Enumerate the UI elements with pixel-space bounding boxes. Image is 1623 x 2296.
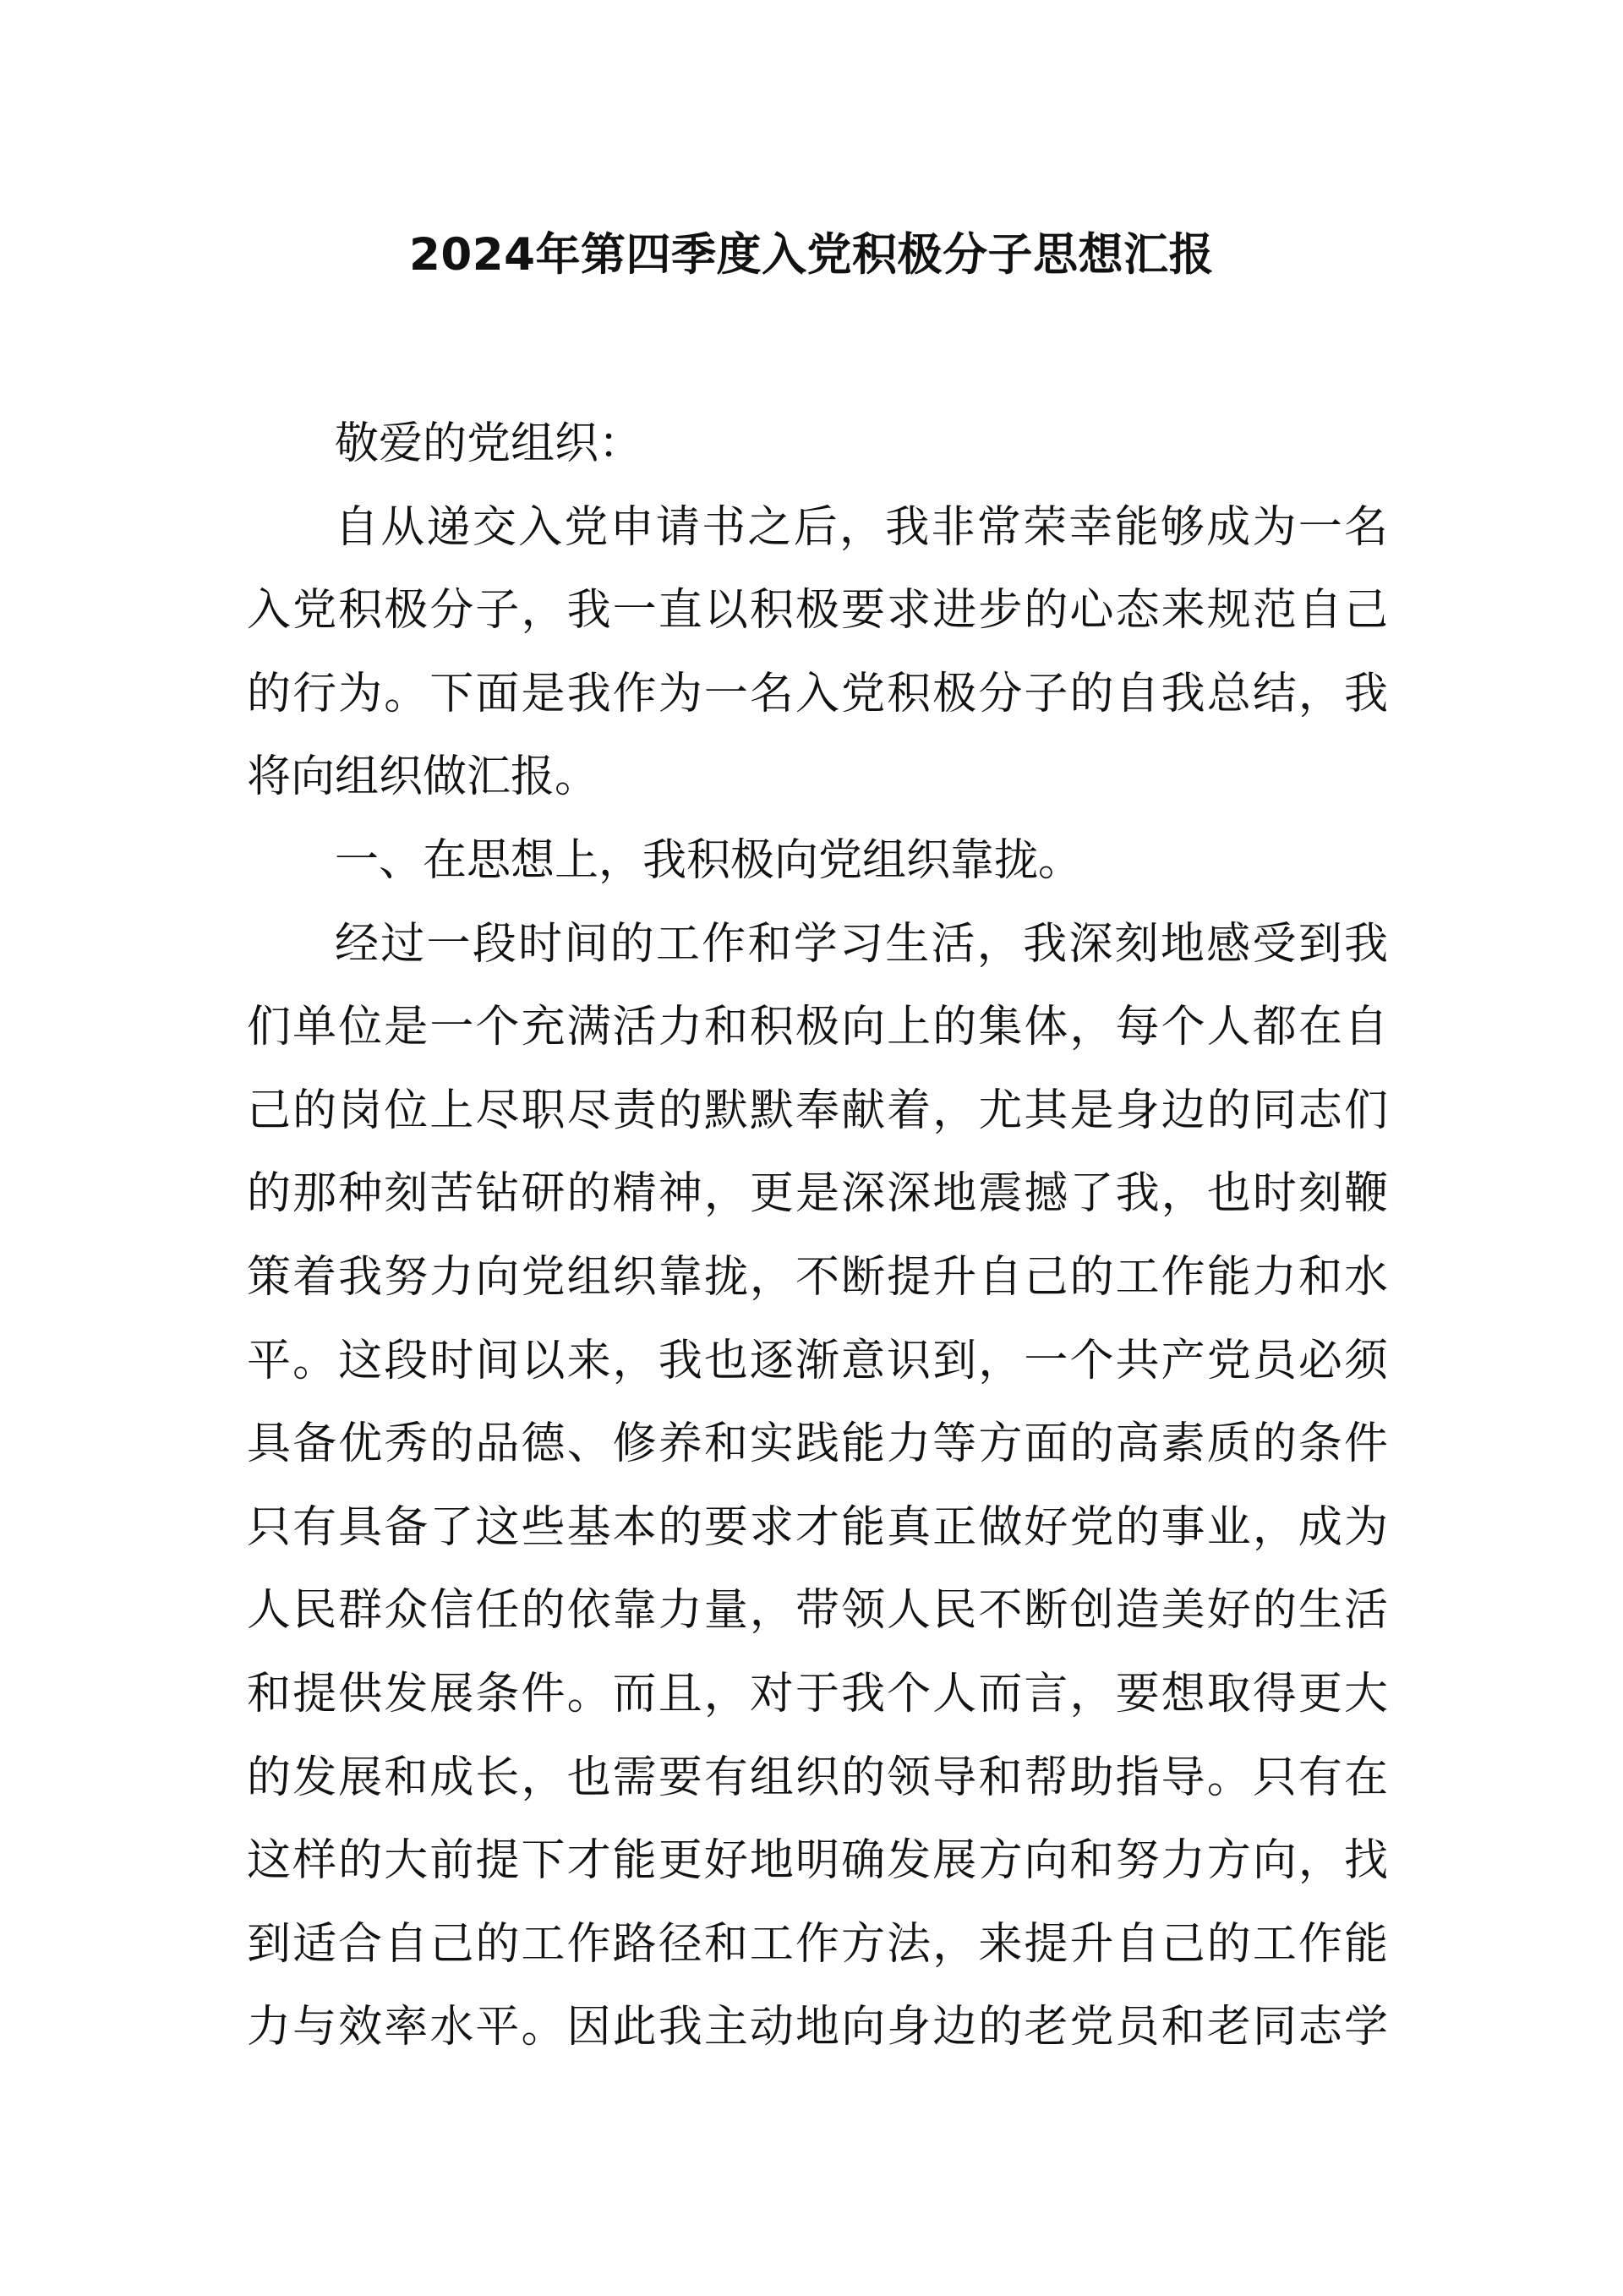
paragraph-line: 这样的大前提下才能更好地明确发展方向和努力方向，找 — [247, 1835, 1388, 1887]
paragraph-line: 只有具备了这些基本的要求才能真正做好党的事业，成为 — [247, 1501, 1388, 1553]
paragraph-line: 人民群众信任的依靠力量，带领人民不断创造美好的生活 — [247, 1585, 1388, 1637]
paragraph-line: 经过一段时间的工作和学习生活，我深刻地感受到我 — [335, 918, 1388, 970]
document-title: 2024年第四季度入党积极分子思想汇报 — [408, 229, 1214, 281]
paragraph-line: 己的岗位上尽职尽责的默默奉献着，尤其是身边的同志们 — [247, 1085, 1388, 1136]
salutation: 敬爱的党组织： — [335, 418, 643, 469]
paragraph-line: 自从递交入党申请书之后，我非常荣幸能够成为一名 — [335, 501, 1388, 553]
paragraph-line: 的行为。下面是我作为一名入党积极分子的自我总结，我 — [247, 668, 1388, 719]
paragraph-line: 入党积极分子，我一直以积极要求进步的心态来规范自己 — [247, 585, 1388, 637]
paragraph-line: 的发展和成长，也需要有组织的领导和帮助指导。只有在 — [247, 1752, 1388, 1803]
paragraph-line: 的那种刻苦钻研的精神，更是深深地震撼了我，也时刻鞭 — [247, 1168, 1388, 1220]
section-heading: 一、在思想上，我积极向党组织靠拢。 — [335, 834, 1083, 886]
paragraph-line: 策着我努力向党组织靠拢，不断提升自己的工作能力和水 — [247, 1251, 1388, 1303]
paragraph-line: 们单位是一个充满活力和积极向上的集体，每个人都在自 — [247, 1002, 1388, 1053]
document-body — [247, 402, 1388, 2069]
paragraph-line: 将向组织做汇报。 — [247, 752, 599, 803]
paragraph-line: 平。这段时间以来，我也逐渐意识到，一个共产党员必须 — [247, 1335, 1388, 1386]
paragraph-line: 和提供发展条件。而且，对于我个人而言，要想取得更大 — [247, 1668, 1388, 1719]
paragraph-line: 到适合自己的工作路径和工作方法，来提升自己的工作能 — [247, 1918, 1388, 1970]
paragraph-line: 力与效率水平。因此我主动地向身边的老党员和老同志学 — [247, 2002, 1388, 2053]
paragraph-line: 具备优秀的品德、修养和实践能力等方面的高素质的条件 — [247, 1419, 1388, 1470]
